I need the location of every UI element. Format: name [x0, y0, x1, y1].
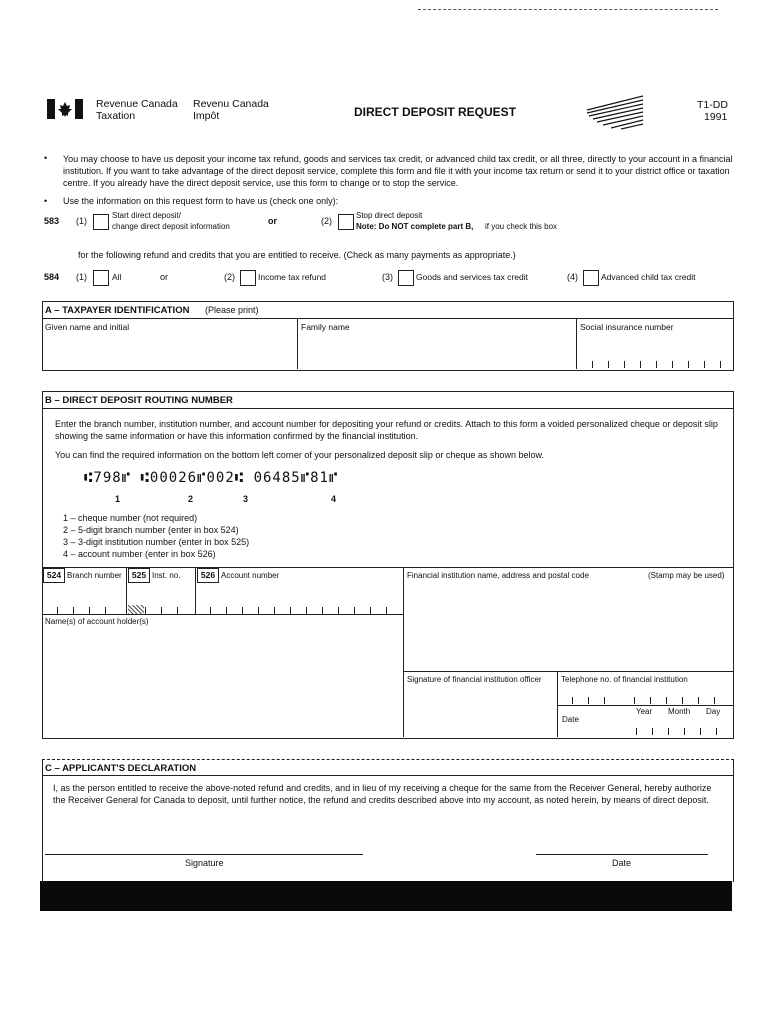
field-code-583: 583	[44, 216, 60, 226]
dept-english-line1: Revenue Canada	[96, 98, 178, 110]
account-holders-field[interactable]	[43, 628, 401, 736]
applicant-signature-label: Signature	[185, 858, 224, 868]
sin-field[interactable]	[578, 350, 728, 368]
option-number: (4)	[567, 272, 578, 282]
section-b-instructions: Enter the branch number, institution number, and account number for depositing your refund or credits. Attach to this form a voided personalized cheque or deposit slip showing the same information or have this information confirmed by the financial institution.	[55, 419, 718, 441]
micr-legend-item: 4 – account number (enter in box 526)	[63, 549, 216, 559]
section-a-divider	[576, 318, 577, 369]
branch-number-label: Branch number	[67, 571, 122, 580]
telephone-field[interactable]	[558, 690, 732, 704]
wordmark-stripes-icon	[585, 92, 645, 130]
given-name-label: Given name and initial	[45, 322, 130, 332]
officer-date-field[interactable]	[628, 720, 732, 735]
financial-institution-label: Financial institution name, address and postal code	[407, 571, 589, 580]
account-number-label: Account number	[221, 571, 280, 580]
gst-credit-checkbox[interactable]	[398, 270, 414, 286]
account-number-field[interactable]	[196, 598, 402, 614]
account-holders-label: Name(s) of account holder(s)	[45, 617, 149, 626]
dept-french-line2: Impôt	[193, 110, 220, 122]
option-number: (1)	[76, 216, 87, 226]
box-code-524: 524	[43, 568, 65, 583]
income-tax-refund-checkbox[interactable]	[240, 270, 256, 286]
officer-row-rule	[403, 671, 733, 672]
change-deposit-label: change direct deposit information	[112, 222, 230, 231]
branch-number-field[interactable]	[43, 598, 125, 614]
intro-check-one-instruction: Use the information on this request form to have us (check one only):	[63, 196, 339, 206]
or-separator: or	[268, 216, 277, 226]
micr-legend-item: 3 – 3-digit institution number (enter in box 525)	[63, 537, 250, 547]
bullet-marker: •	[44, 196, 48, 206]
signature-line	[45, 854, 363, 855]
intro-paragraph: You may choose to have us deposit your income tax refund, goods and services tax credit, or advanced child tax credit, or all three, directly to your account in a financial institution. If you want to take advantage of the direct deposit service, complete this form and file it with your income tax return or send it to your district office or taxation centre. If you already have the direct deposit service, use this form to change or to stop the service.	[63, 154, 733, 188]
micr-legend-item: 2 – 5-digit branch number (enter in box 524)	[63, 525, 239, 535]
all-payments-checkbox[interactable]	[93, 270, 109, 286]
bullet-marker: •	[44, 153, 48, 163]
family-name-label: Family name	[301, 322, 350, 332]
scan-artifact-line	[418, 9, 718, 10]
financial-institution-divider	[403, 567, 404, 737]
dept-french-line1: Revenu Canada	[193, 98, 269, 110]
stop-deposit-label: Stop direct deposit	[356, 211, 423, 220]
sample-micr-line: ⑆798⑈ ⑆00026⑈002⑆ 06485⑈81⑈	[84, 470, 339, 486]
form-title: DIRECT DEPOSIT REQUEST	[354, 105, 517, 119]
routing-bottom-rule	[42, 614, 403, 615]
micr-legend-item: 1 – cheque number (not required)	[63, 513, 198, 523]
date-label: Date	[562, 715, 579, 724]
box-code-525: 525	[128, 568, 150, 583]
start-change-deposit-checkbox[interactable]	[93, 214, 109, 230]
option-number: (3)	[382, 272, 393, 282]
family-name-field[interactable]	[298, 332, 575, 368]
section-c-declaration: I, as the person entitled to receive the above-noted refund and credits, and in lieu of my receiving a cheque for the same from the Receiver General, hereby authorize the Receiver General for Canada to deposit, until further notice, the refund and credits described above into my account, as noted herein, by means of direct deposit.	[53, 783, 712, 805]
option-number: (1)	[76, 272, 87, 282]
institution-number-label: Inst. no.	[152, 571, 181, 580]
scan-black-band	[40, 881, 732, 911]
all-payments-label: All	[112, 272, 122, 282]
month-label: Month	[668, 707, 691, 716]
officer-signature-field[interactable]	[405, 687, 555, 735]
sin-label: Social insurance number	[580, 322, 674, 332]
section-b-where-to-find: You can find the required information on the bottom left corner of your personalized deposit slip or cheque as shown below.	[55, 450, 544, 460]
stop-deposit-note-bold: Note: Do NOT complete part B,	[356, 222, 474, 231]
date-line	[536, 854, 708, 855]
section-b-title-rule	[42, 408, 733, 409]
officer-signature-label: Signature of financial institution officer	[407, 675, 542, 684]
year-label: Year	[636, 707, 653, 716]
section-a-title-suffix: (Please print)	[205, 305, 259, 315]
officer-divider	[557, 671, 558, 737]
applicant-signature-field[interactable]	[45, 830, 363, 854]
stop-deposit-note: if you check this box	[485, 222, 558, 231]
form-code: T1-DD	[697, 99, 728, 111]
or-separator: or	[160, 272, 169, 282]
start-deposit-label: Start direct deposit/	[112, 211, 181, 220]
section-c-title: C – APPLICANT'S DECLARATION	[45, 763, 197, 774]
micr-marker-4: 4	[331, 494, 337, 504]
option-number: (2)	[321, 216, 332, 226]
dept-english-line2: Taxation	[96, 110, 136, 122]
gst-credit-label: Goods and services tax credit	[416, 272, 528, 282]
field-code-584: 584	[44, 272, 60, 282]
section-a-title-rule	[42, 318, 733, 319]
given-name-field[interactable]	[43, 332, 296, 368]
micr-marker-1: 1	[115, 494, 121, 504]
micr-marker-2: 2	[188, 494, 194, 504]
stamp-note: (Stamp may be used)	[648, 571, 725, 580]
applicant-date-label: Date	[612, 858, 632, 868]
financial-institution-field[interactable]	[405, 583, 731, 667]
date-row-rule	[557, 705, 733, 706]
child-tax-credit-label: Advanced child tax credit	[601, 272, 696, 282]
day-label: Day	[706, 707, 721, 716]
payments-instruction: for the following refund and credits that you are entitled to receive. (Check as many payments as appropriate.)	[78, 250, 516, 260]
section-c-title-rule	[42, 775, 733, 776]
child-tax-credit-checkbox[interactable]	[583, 270, 599, 286]
form-year: 1991	[704, 111, 728, 123]
micr-marker-3: 3	[243, 494, 249, 504]
institution-number-field[interactable]	[127, 598, 194, 614]
section-a-title: A – TAXPAYER IDENTIFICATION	[45, 305, 190, 316]
option-number: (2)	[224, 272, 235, 282]
box-code-526: 526	[197, 568, 219, 583]
stop-deposit-checkbox[interactable]	[338, 214, 354, 230]
section-b-title: B – DIRECT DEPOSIT ROUTING NUMBER	[45, 395, 233, 406]
telephone-label: Telephone no. of financial institution	[561, 675, 688, 684]
canada-flag-logo	[47, 99, 83, 119]
applicant-date-field[interactable]	[536, 830, 708, 854]
shaded-cell	[128, 605, 144, 614]
income-tax-refund-label: Income tax refund	[258, 272, 327, 282]
